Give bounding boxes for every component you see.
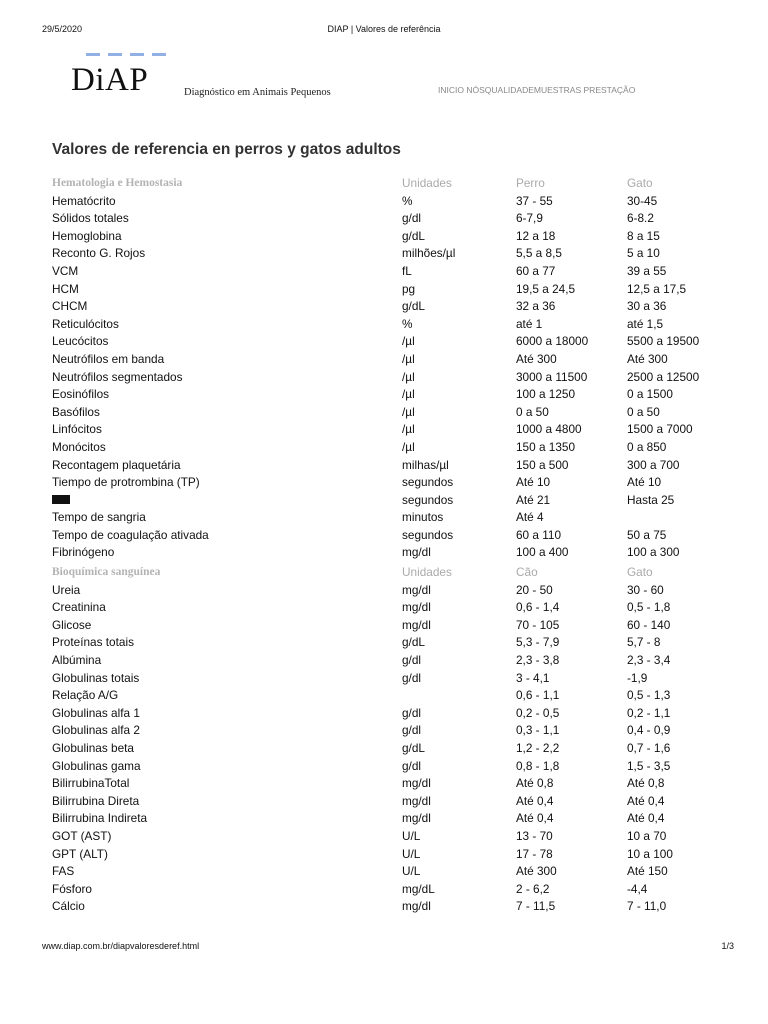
- table-row: [52, 263, 742, 281]
- cell-unit: /µl: [402, 404, 415, 419]
- cell-parameter: Tempo de sangria: [52, 510, 146, 525]
- cell-unit: %: [402, 193, 413, 208]
- column-header-unit: Unidades: [402, 176, 452, 190]
- site-logo[interactable]: DiAP: [71, 62, 149, 98]
- cell-cat-value: 30-45: [627, 193, 658, 208]
- cell-cat-value: 39 a 55: [627, 263, 667, 278]
- cell-parameter: Hemoglobina: [52, 228, 122, 243]
- cell-parameter: Globulinas alfa 2: [52, 723, 140, 738]
- table-row: [52, 544, 742, 562]
- cell-dog-value: 6-7,9: [516, 211, 543, 226]
- cell-cat-value: 12,5 a 17,5: [627, 281, 687, 296]
- cell-parameter: Albúmina: [52, 653, 102, 668]
- cell-unit: g/dL: [402, 228, 425, 243]
- reference-table: [52, 175, 742, 918]
- cell-dog-value: 0,8 - 1,8: [516, 758, 560, 773]
- table-row: [52, 652, 742, 670]
- cell-parameter: Globulinas totais: [52, 670, 140, 685]
- cell-unit: milhas/µl: [402, 457, 449, 472]
- cell-dog-value: 0,6 - 1,1: [516, 688, 560, 703]
- cell-unit: segundos: [402, 527, 454, 542]
- nav-item-qualidade[interactable]: QUALIDADE: [484, 85, 534, 95]
- cell-dog-value: 12 a 18: [516, 228, 556, 243]
- cell-unit: /µl: [402, 387, 415, 402]
- cell-dog-value: 150 a 500: [516, 457, 569, 472]
- cell-cat-value: 0,5 - 1,8: [627, 600, 671, 615]
- cell-cat-value: 5500 a 19500: [627, 334, 700, 349]
- cell-parameter: GPT (ALT): [52, 846, 108, 861]
- table-row: [52, 898, 742, 916]
- cell-dog-value: Até 300: [516, 864, 557, 879]
- cell-dog-value: 32 a 36: [516, 299, 556, 314]
- cell-parameter: Globulinas alfa 1: [52, 705, 140, 720]
- table-row: [52, 474, 742, 492]
- column-header-cat-value: Gato: [627, 565, 653, 580]
- cell-cat-value: 100 a 300: [627, 545, 680, 560]
- table-row: [52, 439, 742, 457]
- cell-dog-value: 2,3 - 3,8: [516, 653, 560, 668]
- cell-dog-value: 0,3 - 1,1: [516, 723, 560, 738]
- cell-cat-value: 5 a 10: [627, 246, 660, 261]
- cell-cat-value: 0 a 1500: [627, 387, 673, 402]
- cell-parameter: GOT (AST): [52, 828, 112, 843]
- page-title: Valores de referencia en perros y gatos adultos: [52, 141, 401, 158]
- cell-parameter: HCM: [52, 281, 79, 296]
- cell-cat-value: 30 - 60: [627, 582, 664, 597]
- redacted-label: [52, 495, 70, 504]
- table-row: [52, 599, 742, 617]
- cell-dog-value: 60 a 110: [516, 527, 562, 542]
- cell-parameter: Cálcio: [52, 899, 85, 914]
- cell-unit: U/L: [402, 864, 421, 879]
- cell-dog-value: 2 - 6,2: [516, 881, 550, 896]
- cell-unit: /µl: [402, 422, 415, 437]
- table-row: [52, 316, 742, 334]
- table-row: [52, 298, 742, 316]
- column-header-dog-value: Perro: [516, 176, 545, 190]
- table-row: [52, 863, 742, 881]
- cell-cat-value: 60 - 140: [627, 617, 671, 632]
- cell-cat-value: 10 a 70: [627, 828, 667, 843]
- cell-unit: mg/dl: [402, 545, 431, 560]
- table-row: [52, 281, 742, 299]
- table-row: [52, 634, 742, 652]
- cell-dog-value: 20 - 50: [516, 582, 553, 597]
- cell-unit: minutos: [402, 510, 444, 525]
- cell-cat-value: 6-8.2: [627, 211, 654, 226]
- table-row: [52, 228, 742, 246]
- cell-unit: pg: [402, 281, 416, 296]
- cell-unit: mg/dl: [402, 793, 431, 808]
- table-row: [52, 193, 742, 211]
- nav-item-inicio[interactable]: INICIO: [438, 85, 464, 95]
- cell-cat-value: Até 0,4: [627, 811, 665, 826]
- cell-dog-value: 5,5 a 8,5: [516, 246, 562, 261]
- table-row: [52, 740, 742, 758]
- cell-dog-value: 6000 a 18000: [516, 334, 589, 349]
- cell-cat-value: Hasta 25: [627, 492, 675, 507]
- logo-decoration: [86, 53, 168, 56]
- cell-parameter: Proteínas totais: [52, 635, 134, 650]
- cell-parameter: Leucócitos: [52, 334, 109, 349]
- cell-dog-value: Até 0,4: [516, 811, 554, 826]
- cell-unit: fL: [402, 263, 412, 278]
- table-row: [52, 828, 742, 846]
- cell-parameter: Basófilos: [52, 404, 100, 419]
- cell-dog-value: 3 - 4,1: [516, 670, 550, 685]
- cell-cat-value: 8 a 15: [627, 228, 660, 243]
- print-header: [0, 24, 768, 38]
- cell-dog-value: 1000 a 4800: [516, 422, 582, 437]
- table-row: [52, 492, 742, 510]
- column-header-cat-value: Gato: [627, 176, 653, 190]
- main-nav: [438, 85, 635, 95]
- section-header: [52, 564, 742, 582]
- table-row: [52, 617, 742, 635]
- cell-parameter: Globulinas beta: [52, 741, 134, 755]
- cell-parameter: Creatinina: [52, 600, 106, 615]
- cell-unit: g/dL: [402, 299, 425, 314]
- cell-dog-value: até 1: [516, 316, 543, 331]
- cell-parameter: Reconto G. Rojos: [52, 246, 146, 261]
- cell-dog-value: 19,5 a 24,5: [516, 281, 576, 296]
- cell-parameter: Sólidos totales: [52, 211, 129, 226]
- cell-dog-value: 0 a 50: [516, 404, 549, 419]
- cell-unit: g/dl: [402, 670, 422, 685]
- cell-unit: g/dl: [402, 723, 422, 738]
- nav-item-prestacao[interactable]: PRESTAÇÃO: [583, 85, 636, 95]
- cell-cat-value: 50 a 75: [627, 527, 667, 542]
- table-row: [52, 245, 742, 263]
- cell-cat-value: 30 a 36: [627, 299, 667, 314]
- cell-parameter: Neutrófilos em banda: [52, 351, 165, 366]
- cell-unit: g/dl: [402, 653, 422, 668]
- footer-url: www.diap.com.br/diapvaloresderef.html: [42, 941, 200, 951]
- cell-dog-value: 70 - 105: [516, 617, 560, 632]
- cell-dog-value: 60 a 77: [516, 263, 556, 278]
- cell-unit: g/dl: [402, 758, 422, 773]
- column-header-parameter: Bioquímica sanguínea: [52, 566, 161, 579]
- cell-unit: /µl: [402, 439, 415, 454]
- cell-cat-value: 0,2 - 1,1: [627, 705, 671, 720]
- table-row: [52, 404, 742, 422]
- cell-unit: /µl: [402, 351, 415, 366]
- cell-unit: mg/dl: [402, 811, 431, 826]
- cell-dog-value: Até 300: [516, 351, 557, 366]
- cell-unit: segundos: [402, 492, 454, 507]
- cell-unit: %: [402, 316, 413, 331]
- cell-dog-value: Até 21: [516, 492, 551, 507]
- cell-parameter: Glicose: [52, 617, 92, 632]
- cell-parameter: Recontagem plaquetária: [52, 457, 181, 472]
- cell-parameter: Monócitos: [52, 439, 106, 454]
- cell-dog-value: 100 a 400: [516, 545, 569, 560]
- cell-cat-value: 1,5 - 3,5: [627, 758, 671, 773]
- cell-cat-value: 0,5 - 1,3: [627, 688, 671, 703]
- section-spacer: [52, 916, 742, 918]
- cell-cat-value: 0 a 50: [627, 404, 660, 419]
- table-row: [52, 210, 742, 228]
- cell-parameter: Fósforo: [52, 881, 92, 896]
- cell-parameter: Neutrófilos segmentados: [52, 369, 183, 384]
- table-row: [52, 775, 742, 793]
- cell-parameter: Linfócitos: [52, 422, 102, 437]
- cell-cat-value: Até 150: [627, 864, 668, 879]
- cell-unit: mg/dl: [402, 617, 431, 632]
- column-header-dog-value: Cão: [516, 565, 538, 580]
- cell-dog-value: Até 0,4: [516, 793, 554, 808]
- table-row: [52, 457, 742, 475]
- cell-unit: g/dL: [402, 635, 425, 650]
- cell-parameter: Reticulócitos: [52, 316, 119, 331]
- cell-dog-value: 13 - 70: [516, 828, 553, 843]
- cell-unit: mg/dl: [402, 776, 431, 791]
- table-row: [52, 670, 742, 688]
- cell-cat-value: 7 - 11,0: [627, 899, 667, 914]
- cell-cat-value: Até 0,4: [627, 793, 665, 808]
- nav-item-nos[interactable]: NÓS: [466, 85, 485, 95]
- cell-cat-value: 1500 a 7000: [627, 422, 693, 437]
- cell-unit: mg/dl: [402, 582, 431, 597]
- cell-parameter: Bilirrubina Direta: [52, 793, 140, 808]
- cell-unit: mg/dl: [402, 600, 431, 615]
- table-row: [52, 351, 742, 369]
- cell-dog-value: 17 - 78: [516, 846, 553, 861]
- cell-dog-value: Até 10: [516, 475, 551, 490]
- cell-parameter: FAS: [52, 864, 75, 879]
- cell-parameter: Hematócrito: [52, 193, 116, 208]
- site-tagline: Diagnóstico em Animais Pequenos: [184, 87, 331, 98]
- cell-cat-value: até 1,5: [627, 316, 664, 331]
- page-number: 1/3: [721, 941, 734, 951]
- table-row: [52, 846, 742, 864]
- table-row: [52, 758, 742, 776]
- table-row: [52, 509, 742, 527]
- cell-parameter: Tiempo de protrombina (TP): [52, 475, 200, 490]
- cell-cat-value: -1,9: [627, 670, 648, 685]
- section-header: [52, 175, 742, 193]
- cell-parameter: Relação A/G: [52, 688, 119, 703]
- cell-dog-value: 5,3 - 7,9: [516, 635, 560, 650]
- cell-cat-value: 2500 a 12500: [627, 369, 700, 384]
- cell-unit: g/dl: [402, 211, 422, 226]
- cell-dog-value: Até 4: [516, 510, 544, 525]
- cell-parameter: Globulinas gama: [52, 758, 141, 773]
- nav-item-muestras[interactable]: MUESTRAS: [533, 85, 582, 95]
- cell-dog-value: 3000 a 11500: [516, 369, 588, 384]
- print-date: 29/5/2020: [42, 24, 83, 34]
- cell-parameter: BilirrubinaTotal: [52, 776, 130, 791]
- cell-dog-value: 150 a 1350: [516, 439, 576, 454]
- table-row: [52, 421, 742, 439]
- cell-dog-value: 7 - 11,5: [516, 899, 556, 914]
- table-row: [52, 369, 742, 387]
- cell-unit: segundos: [402, 475, 454, 490]
- cell-unit: milhões/µl: [402, 246, 456, 261]
- cell-cat-value: 0 a 850: [627, 439, 667, 454]
- cell-dog-value: 0,6 - 1,4: [516, 600, 560, 615]
- column-header-parameter: Hematologia e Hemostasia: [52, 177, 183, 189]
- cell-cat-value: -4,4: [627, 881, 648, 896]
- cell-parameter: Tempo de coagulação ativada: [52, 527, 209, 542]
- cell-unit: /µl: [402, 369, 415, 384]
- cell-cat-value: Até 300: [627, 351, 668, 366]
- cell-parameter: CHCM: [52, 299, 88, 314]
- cell-cat-value: Até 10: [627, 475, 662, 490]
- cell-dog-value: 100 a 1250: [516, 387, 576, 402]
- cell-parameter: Bilirrubina Indireta: [52, 811, 148, 826]
- cell-unit: mg/dL: [402, 881, 435, 896]
- column-header-unit: Unidades: [402, 565, 452, 580]
- table-row: [52, 333, 742, 351]
- cell-unit: g/dl: [402, 705, 422, 720]
- print-page-title: DIAP | Valores de referência: [327, 24, 441, 34]
- cell-parameter: Eosinófilos: [52, 387, 110, 402]
- cell-cat-value: 0,4 - 0,9: [627, 723, 671, 738]
- cell-cat-value: Até 0,8: [627, 776, 665, 791]
- cell-unit: /µl: [402, 334, 415, 349]
- cell-cat-value: 300 a 700: [627, 457, 680, 472]
- table-row: [52, 881, 742, 899]
- cell-dog-value: 37 - 55: [516, 193, 553, 208]
- table-row: [52, 705, 742, 723]
- cell-parameter: Fibrinógeno: [52, 545, 115, 560]
- cell-unit: g/dL: [402, 741, 425, 755]
- cell-parameter: Ureia: [52, 582, 81, 597]
- cell-parameter: VCM: [52, 263, 79, 278]
- cell-unit: mg/dl: [402, 899, 431, 914]
- cell-cat-value: 10 a 100: [627, 846, 673, 861]
- table-row: [52, 527, 742, 545]
- cell-cat-value: 2,3 - 3,4: [627, 653, 671, 668]
- table-row: [52, 722, 742, 740]
- cell-dog-value: Até 0,8: [516, 776, 554, 791]
- table-row: [52, 810, 742, 828]
- table-row: [52, 386, 742, 404]
- cell-parameter: [52, 492, 70, 510]
- cell-cat-value: 0,7 - 1,6: [627, 741, 671, 755]
- table-row: [52, 582, 742, 600]
- cell-cat-value: 5,7 - 8: [627, 635, 661, 650]
- cell-unit: U/L: [402, 828, 421, 843]
- cell-dog-value: 1,2 - 2,2: [516, 741, 560, 755]
- cell-unit: U/L: [402, 846, 421, 861]
- cell-dog-value: 0,2 - 0,5: [516, 705, 560, 720]
- table-row: [52, 793, 742, 811]
- table-row: [52, 687, 742, 705]
